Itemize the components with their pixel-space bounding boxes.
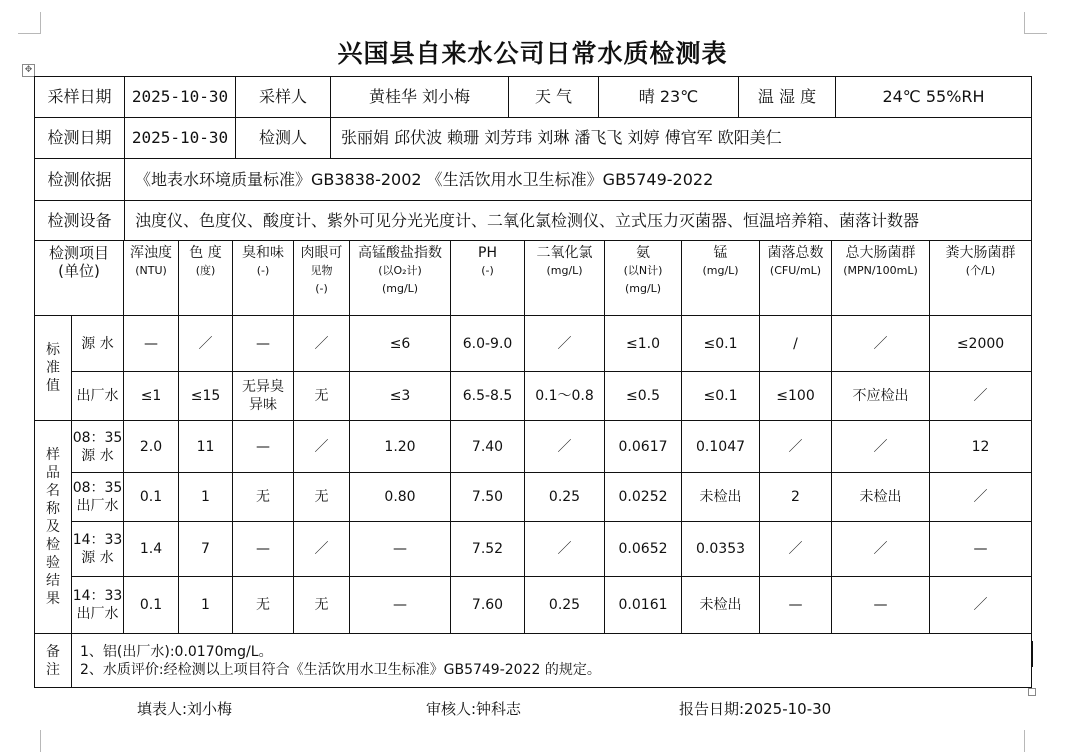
table-cell[interactable]: — xyxy=(930,522,1032,577)
item-header-unit: (单位) xyxy=(58,262,100,280)
header-row xyxy=(35,241,1032,316)
table-cell[interactable]: — xyxy=(124,316,179,372)
table-cell[interactable]: 0.1 xyxy=(124,577,179,634)
reviewer-signature: 审核人:钟科志 xyxy=(426,700,522,718)
table-cell[interactable]: 未检出 xyxy=(832,473,930,522)
table-cell[interactable]: ≤2000 xyxy=(930,316,1032,372)
sample-row xyxy=(35,421,1032,473)
testers-value[interactable]: 张丽娟 邱伏波 赖珊 刘芳玮 刘琳 潘飞飞 刘婷 傅官军 欧阳美仁 xyxy=(331,118,1032,159)
text-cursor xyxy=(1031,641,1033,667)
table-cell[interactable]: 无 xyxy=(233,473,294,522)
sample-row xyxy=(35,577,1032,634)
table-cell[interactable]: ≤100 xyxy=(760,372,832,421)
table-cell[interactable]: 1.20 xyxy=(350,421,451,473)
table-cell[interactable]: ≤3 xyxy=(350,372,451,421)
table-cell[interactable]: ／ xyxy=(525,421,605,473)
table-cell[interactable]: — xyxy=(350,577,451,634)
table-cell[interactable]: 0.0161 xyxy=(605,577,682,634)
remark-line: 1、铝(出厂水):0.0170mg/L。 xyxy=(80,643,273,660)
table-cell[interactable]: — xyxy=(233,522,294,577)
test-date-label: 检测日期 xyxy=(35,118,125,159)
column-header: 色 度 (度) xyxy=(179,241,233,316)
equipment-label: 检测设备 xyxy=(35,201,125,241)
filler-signature: 填表人:刘小梅 xyxy=(137,700,233,718)
crop-mark xyxy=(40,730,41,752)
table-cell[interactable]: ／ xyxy=(832,421,930,473)
remarks-content[interactable] xyxy=(72,634,1032,688)
crop-mark xyxy=(1024,730,1025,752)
table-cell[interactable]: ／ xyxy=(179,316,233,372)
document-title: 兴国县自来水公司日常水质检测表 xyxy=(337,39,728,68)
table-cell[interactable]: 6.0-9.0 xyxy=(451,316,525,372)
sampler-label: 采样人 xyxy=(236,77,331,118)
test-date-value[interactable]: 2025-10-30 xyxy=(125,118,236,159)
table-cell[interactable]: 0.1047 xyxy=(682,421,760,473)
table-cell[interactable]: — xyxy=(760,577,832,634)
table-cell[interactable]: 1 xyxy=(179,473,233,522)
column-header: 总大肠菌群 (MPN/100mL) xyxy=(832,241,930,316)
table-cell[interactable]: — xyxy=(350,522,451,577)
table-cell[interactable]: 0.0252 xyxy=(605,473,682,522)
table-resize-handle[interactable] xyxy=(1028,688,1036,696)
standard-row-outlet xyxy=(35,372,1032,421)
sample-date-value[interactable]: 2025-10-30 xyxy=(125,77,236,118)
table-cell[interactable]: ／ xyxy=(930,372,1032,421)
sample-row xyxy=(35,522,1032,577)
table-cell[interactable]: 0.1～0.8 xyxy=(525,372,605,421)
table-cell[interactable]: 0.25 xyxy=(525,473,605,522)
table-cell[interactable]: 0.0353 xyxy=(682,522,760,577)
standard-group-label: 标 准 值 xyxy=(35,316,72,421)
crop-mark xyxy=(18,33,40,34)
sample-label: 08：35 源 水 xyxy=(72,421,124,473)
remarks-label: 备 注 xyxy=(35,634,72,688)
table-cell[interactable]: 2.0 xyxy=(124,421,179,473)
equipment-value[interactable]: 浊度仪、色度仪、酸度计、紫外可见分光光度计、二氧化氯检测仪、立式压力灭菌器、恒温培养箱、菌落计数器 xyxy=(125,201,1032,241)
column-header: 肉眼可 见物 (-) xyxy=(294,241,350,316)
column-header: 菌落总数 (CFU/mL) xyxy=(760,241,832,316)
measurement-table xyxy=(34,240,1032,688)
table-cell[interactable]: — xyxy=(233,316,294,372)
table-cell[interactable]: 7.60 xyxy=(451,577,525,634)
table-cell[interactable]: 1.4 xyxy=(124,522,179,577)
column-header: 臭和味 (-) xyxy=(233,241,294,316)
table-cell[interactable]: ≤1.0 xyxy=(605,316,682,372)
basis-label: 检测依据 xyxy=(35,159,125,201)
column-header: 高锰酸盐指数 (以O₂计) (mg/L) xyxy=(350,241,451,316)
table-cell[interactable]: 无 xyxy=(294,473,350,522)
table-cell[interactable]: ／ xyxy=(832,316,930,372)
table-cell[interactable]: 0.80 xyxy=(350,473,451,522)
table-cell[interactable]: ／ xyxy=(525,522,605,577)
row-label: 出厂水 xyxy=(72,372,124,421)
sample-date-label: 采样日期 xyxy=(35,77,125,118)
item-header xyxy=(35,241,124,316)
remark-line: 2、水质评价:经检测以上项目符合《生活饮用水卫生标准》GB5749-2022 的规定。 xyxy=(80,661,601,678)
table-cell[interactable]: ≤0.5 xyxy=(605,372,682,421)
table-cell[interactable]: 无 xyxy=(294,372,350,421)
crop-mark xyxy=(1025,33,1047,34)
table-cell[interactable]: 不应检出 xyxy=(832,372,930,421)
table-cell[interactable]: 0.1 xyxy=(124,473,179,522)
weather-label: 天 气 xyxy=(509,77,599,118)
column-header: 粪大肠菌群 (个/L) xyxy=(930,241,1032,316)
sampler-value[interactable]: 黄桂华 刘小梅 xyxy=(331,77,509,118)
table-cell[interactable]: ／ xyxy=(525,316,605,372)
table-cell[interactable]: 7 xyxy=(179,522,233,577)
table-cell[interactable]: 未检出 xyxy=(682,577,760,634)
table-cell[interactable]: ／ xyxy=(930,473,1032,522)
table-cell[interactable]: ／ xyxy=(294,316,350,372)
table-cell[interactable]: 0.0617 xyxy=(605,421,682,473)
table-cell[interactable]: 2 xyxy=(760,473,832,522)
table-cell[interactable]: ／ xyxy=(294,421,350,473)
row-label: 源 水 xyxy=(72,316,124,372)
report-date: 报告日期:2025-10-30 xyxy=(679,700,832,718)
column-header: PH (-) xyxy=(451,241,525,316)
table-cell[interactable]: 12 xyxy=(930,421,1032,473)
table-cell[interactable]: ／ xyxy=(930,577,1032,634)
column-header: 锰 (mg/L) xyxy=(682,241,760,316)
tester-label: 检测人 xyxy=(236,118,331,159)
info-table xyxy=(34,76,1032,241)
table-cell[interactable]: / xyxy=(760,316,832,372)
sample-group-label: 样 品 名 称 及 检 验 结 果 xyxy=(35,421,72,634)
table-cell[interactable]: 0.25 xyxy=(525,577,605,634)
crop-mark xyxy=(40,12,41,34)
table-cell[interactable]: — xyxy=(832,577,930,634)
table-cell[interactable]: ／ xyxy=(760,522,832,577)
item-header-label: 检测项目 xyxy=(49,244,110,262)
standard-row-source xyxy=(35,316,1032,372)
table-cell[interactable]: ≤6 xyxy=(350,316,451,372)
table-cell[interactable]: 7.52 xyxy=(451,522,525,577)
table-cell[interactable]: 11 xyxy=(179,421,233,473)
table-cell[interactable]: ／ xyxy=(294,522,350,577)
table-cell[interactable]: ≤15 xyxy=(179,372,233,421)
table-cell[interactable]: ≤0.1 xyxy=(682,372,760,421)
table-cell[interactable]: 0.0652 xyxy=(605,522,682,577)
table-cell[interactable]: 未检出 xyxy=(682,473,760,522)
column-header: 氨 (以N计) (mg/L) xyxy=(605,241,682,316)
table-cell[interactable]: ／ xyxy=(832,522,930,577)
table-cell[interactable]: ／ xyxy=(760,421,832,473)
crop-mark xyxy=(1024,12,1025,34)
table-cell[interactable]: — xyxy=(233,421,294,473)
sample-label: 14：33 源 水 xyxy=(72,522,124,577)
sample-row xyxy=(35,473,1032,522)
table-cell[interactable]: 7.40 xyxy=(451,421,525,473)
table-cell[interactable]: 6.5-8.5 xyxy=(451,372,525,421)
table-cell[interactable]: 无 xyxy=(294,577,350,634)
table-cell[interactable]: 7.50 xyxy=(451,473,525,522)
table-cell[interactable]: ≤0.1 xyxy=(682,316,760,372)
basis-value[interactable]: 《地表水环境质量标准》GB3838-2002 《生活饮用水卫生标准》GB5749-2022 xyxy=(125,159,1032,201)
sample-label: 14：33 出厂水 xyxy=(72,577,124,634)
weather-value[interactable]: 晴 23℃ xyxy=(599,77,739,118)
table-cell[interactable]: ≤1 xyxy=(124,372,179,421)
remarks-row xyxy=(35,634,1032,688)
table-cell[interactable]: 无异臭异味 xyxy=(233,372,294,421)
temp-humidity-label: 温 湿 度 xyxy=(739,77,836,118)
column-header: 浑浊度 (NTU) xyxy=(124,241,179,316)
column-header: 二氧化氯 (mg/L) xyxy=(525,241,605,316)
sample-label: 08：35 出厂水 xyxy=(72,473,124,522)
temp-humidity-value[interactable]: 24℃ 55%RH xyxy=(836,77,1032,118)
table-cell[interactable]: 1 xyxy=(179,577,233,634)
table-move-handle-icon[interactable]: ✥ xyxy=(22,64,35,77)
table-cell[interactable]: 无 xyxy=(233,577,294,634)
